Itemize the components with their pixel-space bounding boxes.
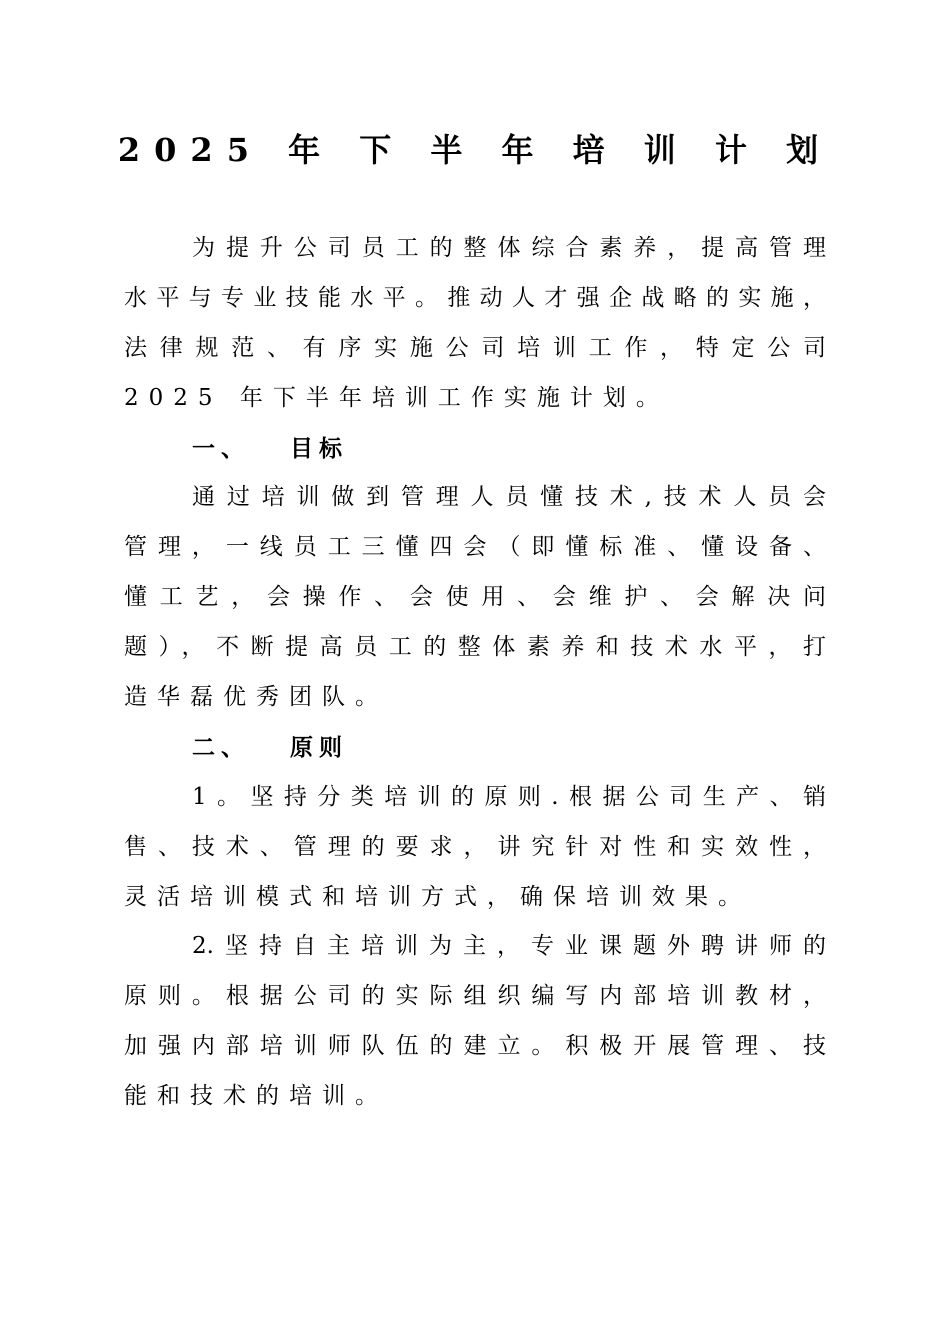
paragraph-line: 2.坚持自主培训为主，专业课题外聘讲师的 — [192, 933, 826, 960]
paragraph-line: 题），不断提高员工的整体素养和技术水平，打 — [124, 634, 826, 661]
document-body — [124, 224, 826, 1122]
section-number: 二、 — [192, 733, 250, 761]
paragraph-line: 能和技术的培训。 — [124, 1083, 388, 1110]
section-number: 一、 — [192, 434, 250, 462]
paragraph-line: 1。坚持分类培训的原则.根据公司生产、销 — [192, 783, 826, 810]
paragraph-line: 造华磊优秀团队。 — [124, 684, 388, 711]
paragraph-line: 懂工艺，会操作、会使用、会维护、会解决问 — [124, 584, 826, 611]
intro-line: 2025 年下半年培训工作实施计划。 — [124, 384, 669, 411]
paragraph-line: 灵活培训模式和培训方式，确保培训效果。 — [124, 883, 751, 910]
section-heading-principles — [124, 723, 826, 773]
intro-line: 水平与专业技能水平。推动人才强企战略的实施， — [124, 284, 826, 311]
paragraph-line: 加强内部培训师队伍的建立。积极开展管理、技 — [124, 1033, 826, 1060]
paragraph-line: 管理，一线员工三懂四会（即懂标准、懂设备、 — [124, 534, 826, 561]
intro-line: 法律规范、有序实施公司培训工作，特定公司 — [124, 334, 826, 361]
intro-line: 为提升公司员工的整体综合素养，提高管理 — [192, 235, 826, 261]
section-title: 目标 — [290, 434, 348, 462]
section-title: 原则 — [290, 733, 348, 761]
document-title: 2025 年 下 半 年 培 训 计 划 — [117, 131, 833, 169]
paragraph-line: 原则。根据公司的实际组织编写内部培训教材， — [124, 983, 826, 1010]
section-heading-goal — [124, 424, 826, 474]
paragraph-line: 通过培训做到管理人员懂技术,技术人员会 — [192, 484, 826, 511]
paragraph-line: 售、技术、管理的要求，讲究针对性和实效性， — [124, 833, 826, 860]
